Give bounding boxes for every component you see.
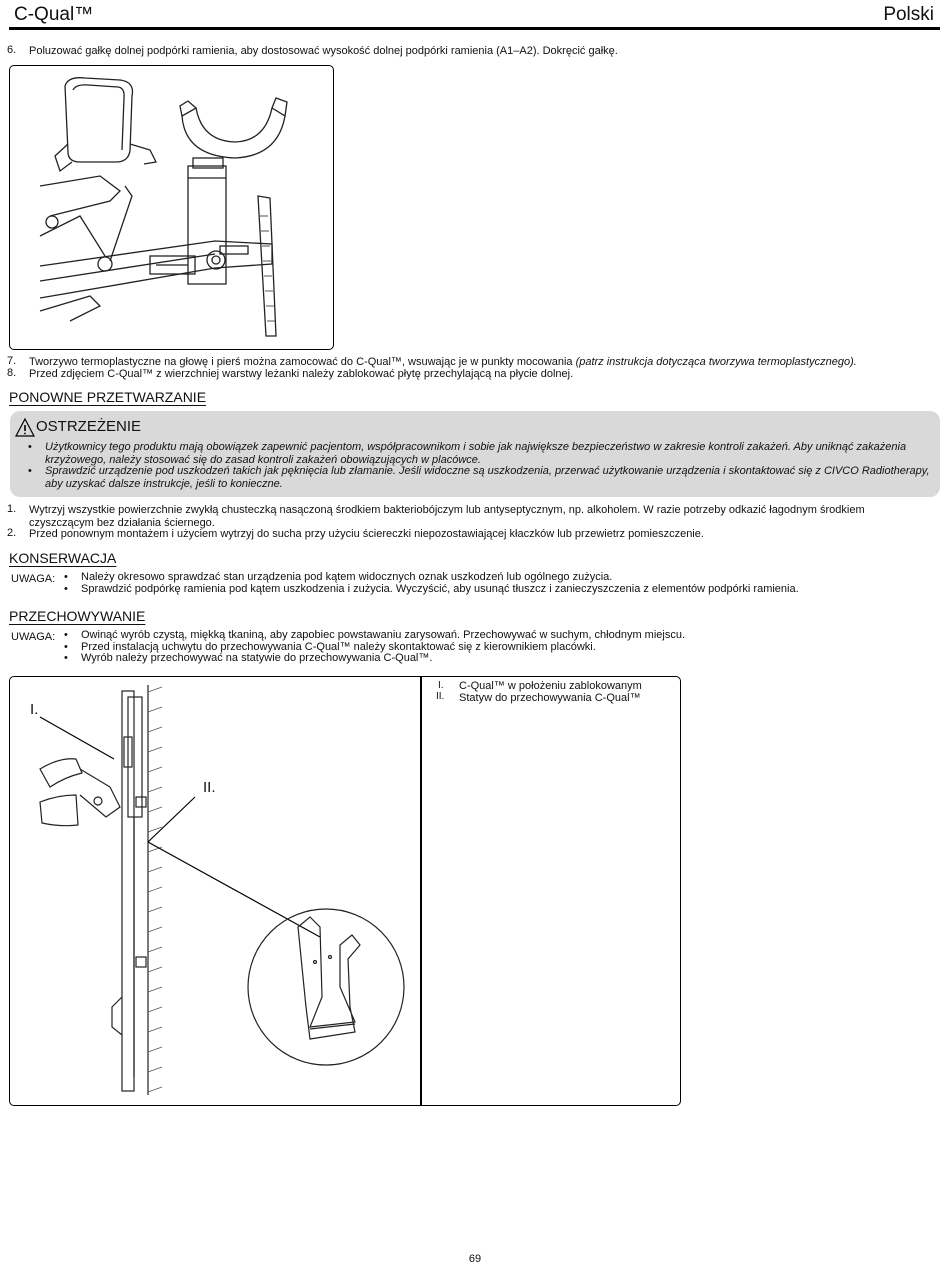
page-number: 69 bbox=[468, 1253, 482, 1265]
storage-note-label: UWAGA: bbox=[11, 631, 56, 643]
step-6-text: Poluzować gałkę dolnej podpórki ramienia, aby dostosować wysokość dolnej podpórki ramienia (A1–A2). Dokręcić gałkę. bbox=[29, 45, 618, 57]
warning-item: Użytkownicy tego produktu mają obowiązek zapewnić pacjentom, współpracownikom i sobie jak największe bezpieczeństwo w zakresie kontroli zakażeń. Aby uniknąć zakażenia krzyżowego, należy stosować się do zasad kontroli zakażeń obowiązujących w placówce. bbox=[45, 441, 907, 466]
legend-number: II. bbox=[436, 691, 445, 702]
legend-number: I. bbox=[438, 680, 444, 691]
bullet-icon: • bbox=[64, 641, 68, 653]
step-8-text: Przed zdjęciem C-Qual™ z wierzchniej warstwy leżanki należy zablokować płytę przechylającą na płycie dolnej. bbox=[29, 368, 574, 380]
reprocessing-step-number: 1. bbox=[7, 503, 17, 515]
bullet-icon: • bbox=[28, 441, 32, 453]
callout-label-one: I. bbox=[30, 701, 39, 718]
bullet-icon: • bbox=[28, 465, 32, 477]
maintenance-note-label: UWAGA: bbox=[11, 573, 56, 585]
maintenance-item: Należy okresowo sprawdzać stan urządzenia pod kątem widocznych oznak uszkodzeń lub ogólnego zużycia. bbox=[81, 571, 613, 583]
step-7-number: 7. bbox=[7, 355, 17, 367]
bullet-icon: • bbox=[64, 583, 68, 595]
reprocessing-step-number: 2. bbox=[7, 527, 17, 539]
bullet-icon: • bbox=[64, 629, 68, 641]
storage-illustration bbox=[10, 677, 420, 1105]
bullet-icon: • bbox=[64, 571, 68, 583]
step-8-number: 8. bbox=[7, 367, 17, 379]
storage-item: Owinąć wyrób czystą, miękką tkaniną, aby zapobiec powstawaniu zarysowań. Przechowywać w suchym, chłodnym miejscu. bbox=[81, 629, 686, 641]
warning-triangle-icon bbox=[15, 418, 35, 437]
step-7-reference: (patrz instrukcja dotycząca tworzywa termoplastycznego). bbox=[575, 356, 857, 368]
reprocessing-step-text: Wytrzyj wszystkie powierzchnie zwykłą chusteczką nasączoną środkiem bakteriobójczym lub antyseptycznym, np. alkoholem. W razie potrzeby odkazić łagodnym środkiem czyszczącym bez działania ściernego. bbox=[29, 504, 865, 529]
legend-text: C-Qual™ w położeniu zablokowanym bbox=[459, 680, 642, 692]
arm-support-illustration bbox=[10, 66, 333, 349]
header-rule bbox=[9, 27, 940, 30]
document-title: C-Qual™ bbox=[14, 4, 94, 25]
section-maintenance-title: KONSERWACJA bbox=[9, 550, 117, 566]
storage-figure bbox=[9, 676, 681, 1106]
bullet-icon: • bbox=[64, 652, 68, 664]
legend-text: Statyw do przechowywania C-Qual™ bbox=[459, 692, 641, 704]
arm-support-figure bbox=[9, 65, 334, 350]
storage-item: Przed instalacją uchwytu do przechowywania C-Qual™ należy skontaktować się z kierownikiem placówki. bbox=[81, 641, 596, 653]
section-reprocessing-title: PONOWNE PRZETWARZANIE bbox=[9, 389, 207, 405]
section-storage-title: PRZECHOWYWANIE bbox=[9, 608, 146, 624]
step-7-text bbox=[29, 356, 857, 369]
storage-item: Wyrób należy przechowywać na statywie do przechowywania C-Qual™. bbox=[81, 652, 433, 664]
warning-item: Sprawdzić urządzenie pod uszkodzeń takich jak pęknięcia lub złamanie. Jeśli widoczne są uszkodzenia, przerwać użytkowanie urządzenia i skontaktować się z CIVCO Radiotherapy, aby uzyskać dalsze instrukcje, jeśli to konieczne. bbox=[45, 465, 930, 490]
figure-divider bbox=[420, 677, 422, 1105]
maintenance-item: Sprawdzić podpórkę ramienia pod kątem uszkodzenia i zużycia. Wyczyścić, aby usunąć tłuszcz i zanieczyszczenia z elementów podpórki ramienia. bbox=[81, 583, 799, 595]
document-language: Polski bbox=[883, 4, 934, 25]
reprocessing-step-text: Przed ponownym montażem i użyciem wytrzyj do sucha przy użyciu ściereczki niepozostawiającej kłaczków lub przewietrz pomieszczenie. bbox=[29, 528, 704, 540]
warning-title: OSTRZEŻENIE bbox=[36, 418, 142, 435]
step-7-body: Tworzywo termoplastyczne na głowę i pierś można zamocować do C-Qual™, wsuwając je w punkty mocowania bbox=[29, 356, 576, 368]
step-6-number: 6. bbox=[7, 44, 17, 56]
callout-label-two: II. bbox=[203, 779, 216, 796]
